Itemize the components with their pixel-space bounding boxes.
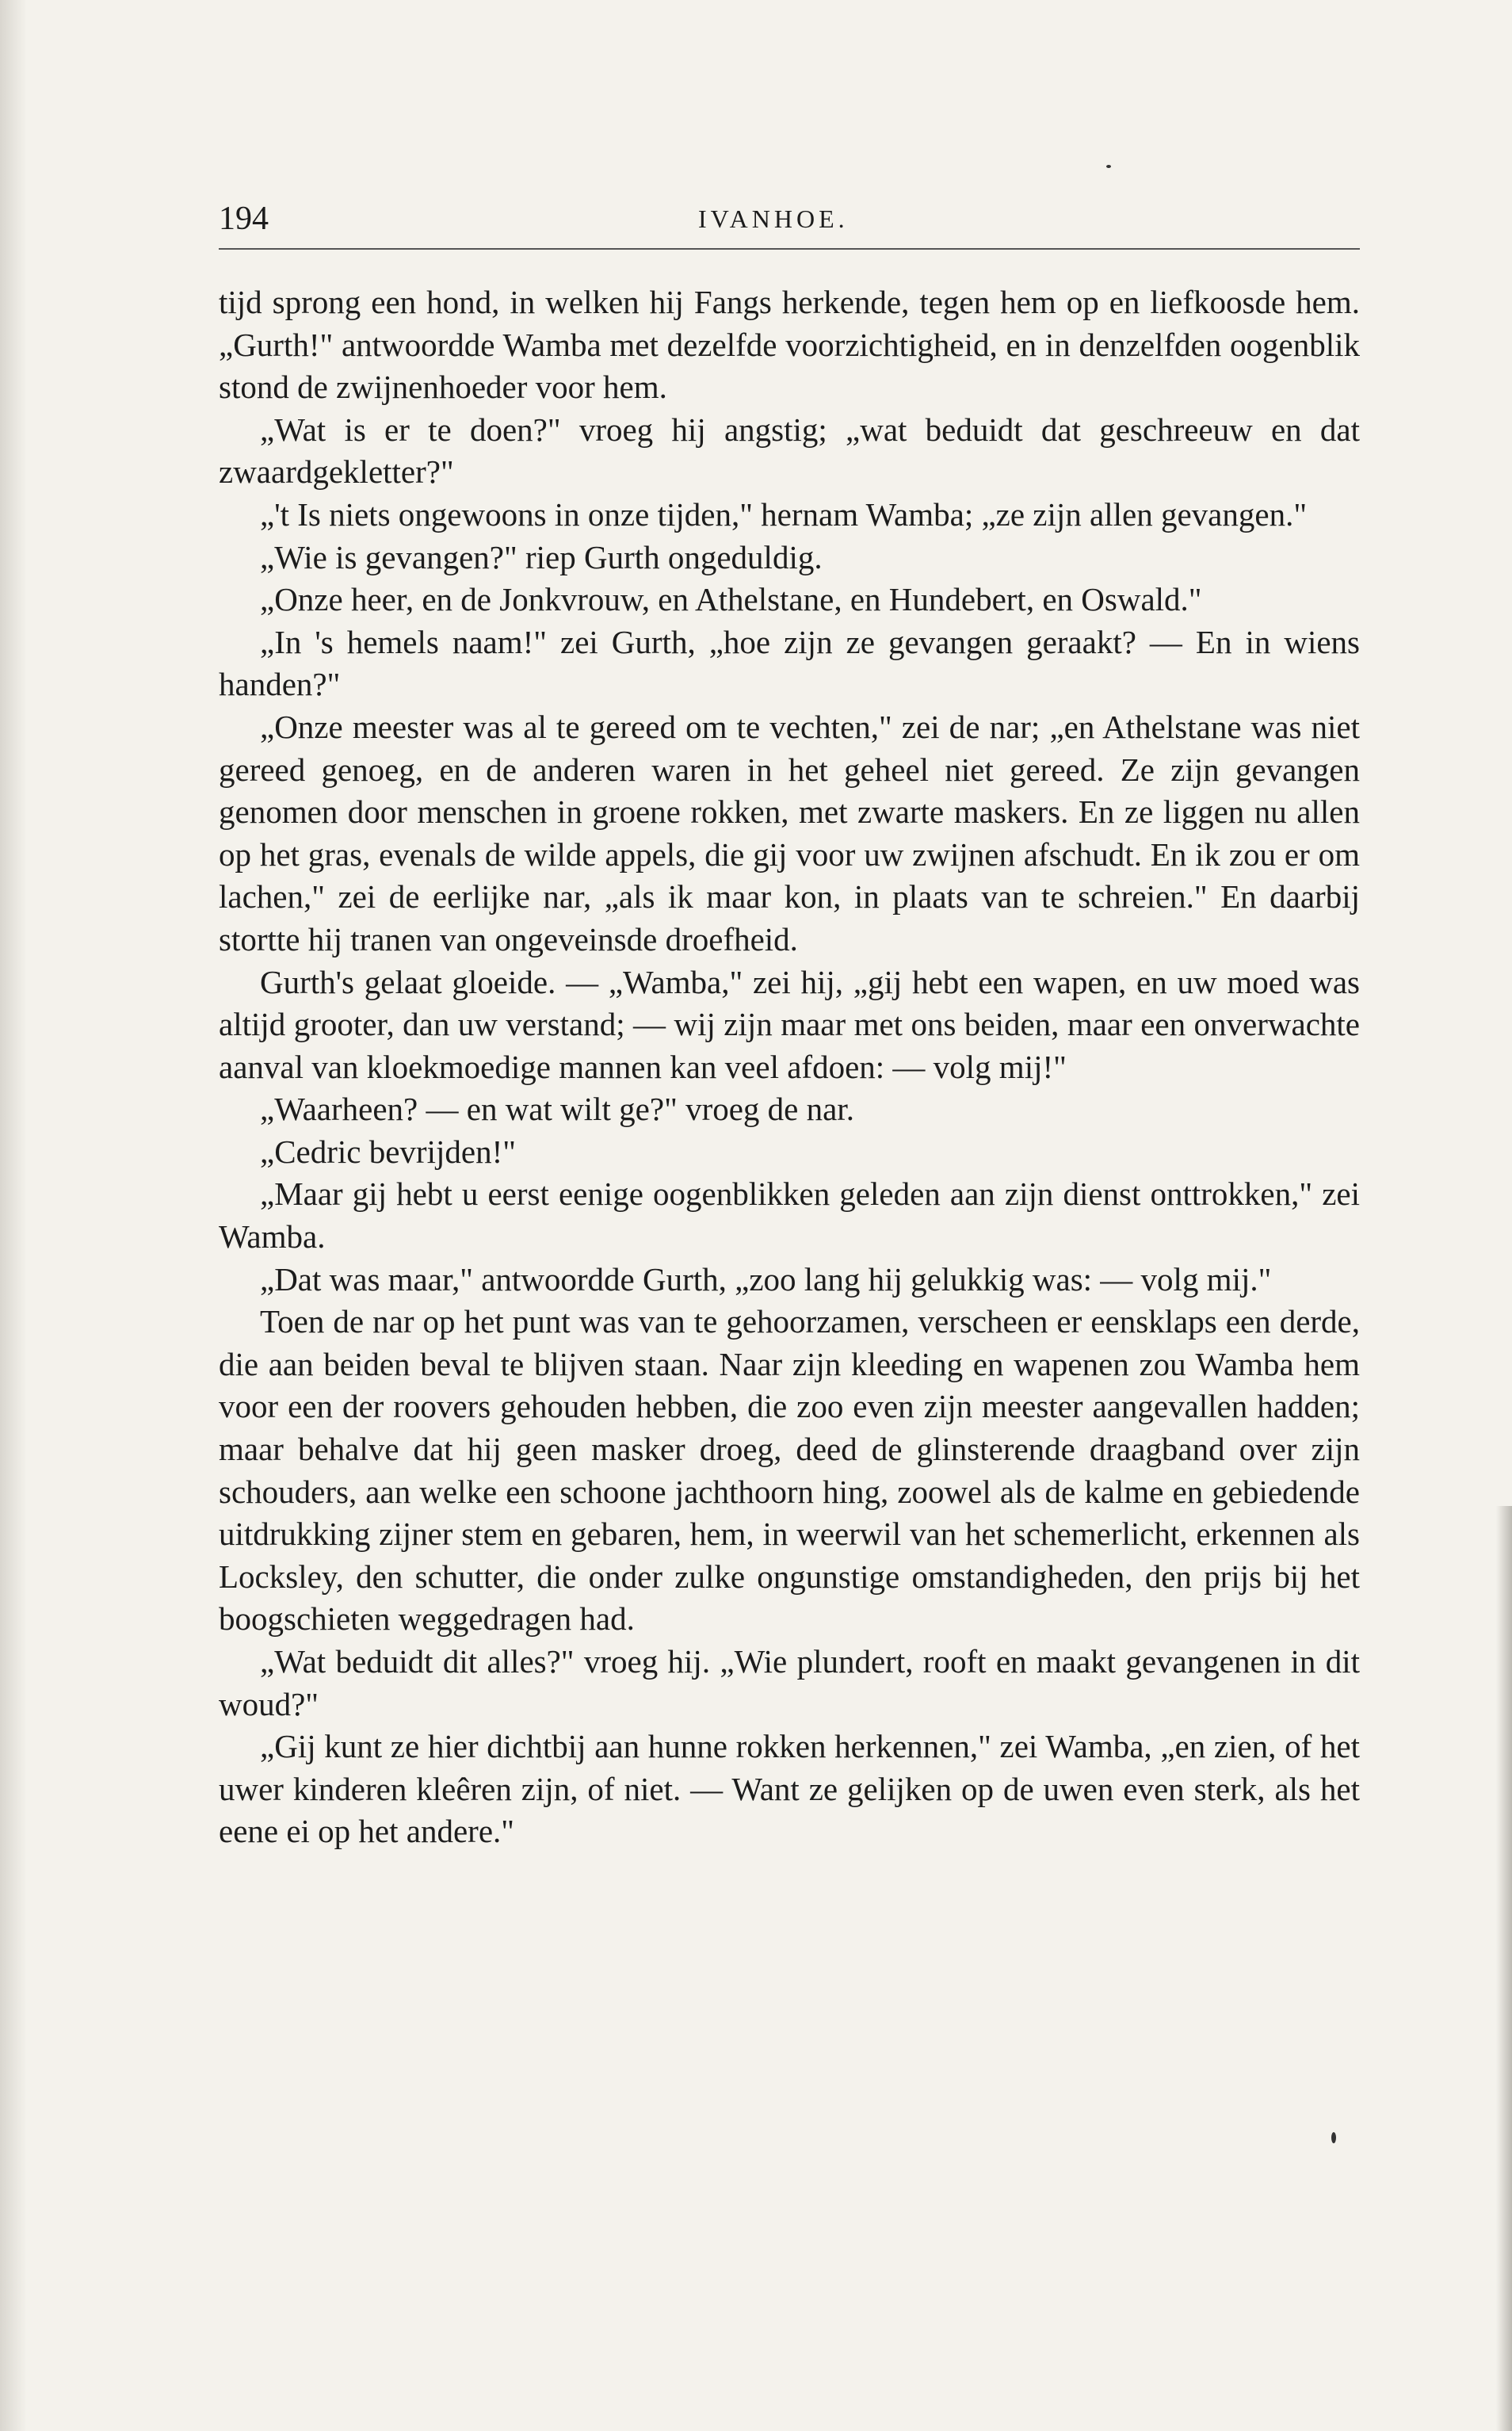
paragraph: Gurth's gelaat gloeide. — „Wamba," zei hij, „gij hebt een wapen, en uw moed was altijd grooter, dan uw verstand; — wij zijn maar met ons beiden, maar een onverwachte aanval van kloekmoedige mannen kan veel afdoen: — volg mij!" (219, 963, 1360, 1085)
paragraph: „In 's hemels naam!" zei Gurth, „hoe zijn ze gevangen geraakt? — En in wiens handen?" (219, 623, 1360, 703)
paragraph: „Maar gij hebt u eerst eenige oogenblikken geleden aan zijn dienst onttrokken," zei Wamba. (219, 1175, 1360, 1256)
paragraph: „Cedric bevrijden!" (260, 1133, 516, 1170)
paragraph: „Onze heer, en de Jonkvrouw, en Athelstane, en Hundebert, en Oswald." (260, 581, 1202, 618)
page-edge-shadow-left (0, 0, 27, 2431)
body-text (219, 281, 1360, 1853)
page-number: 194 (219, 201, 269, 237)
paragraph: „Wat is er te doen?" vroeg hij angstig; „wat beduidt dat geschreeuw en dat zwaardgekletter?" (219, 411, 1360, 491)
header-rule (219, 248, 1360, 250)
running-title: IVANHOE. (698, 204, 849, 233)
paragraph: „Gij kunt ze hier dichtbij aan hunne rokken herkennen," zei Wamba, „en zien, of het uwer kinderen kleêren zijn, of niet. — Want ze gelijken op de uwen even sterk, als het eene ei op het andere." (219, 1728, 1360, 1850)
paragraph-continued: tijd sprong een hond, in welken hij Fangs herkende, tegen hem op en liefkoosde hem. „Gurth!" antwoordde Wamba met dezelfde voorzichtigheid, en in denzelfden oogenblik stond de zwijnenhoeder voor hem. (219, 284, 1360, 406)
paragraph: „Wat beduidt dit alles?" vroeg hij. „Wie plundert, rooft en maakt gevangenen in dit woud?" (219, 1643, 1360, 1722)
paragraph: „'t Is niets ongewoons in onze tijden," hernam Wamba; „ze zijn allen gevangen." (260, 495, 1308, 533)
paragraph: „Dat was maar," antwoordde Gurth, „zoo lang hij gelukkig was: — volg mij." (260, 1260, 1272, 1298)
ink-speck (1331, 2132, 1336, 2143)
paragraph: „Wie is gevangen?" riep Gurth ongeduldig. (260, 538, 823, 575)
page-edge-shadow-right (1496, 1506, 1512, 2431)
ink-speck (1106, 165, 1111, 168)
paragraph: „Onze meester was al te gereed om te vechten," zei de nar; „en Athelstane was niet gereed genoeg, en de anderen waren in het geheel niet gereed. Ze zijn gevangen genomen door menschen in groene rokken, met zwarte maskers. En ze liggen nu allen op het gras, evenals de wilde appels, die gij voor uw zwijnen afschudt. En ik zou er om lachen," zei de eerlijke nar, „als ik maar kon, in plaats van te schreien." En daarbij stortte hij tranen van ongeveinsde droefheid. (219, 708, 1360, 957)
page-header (219, 195, 1360, 243)
paragraph: „Waarheen? — en wat wilt ge?" vroeg de nar. (260, 1091, 854, 1128)
paragraph: Toen de nar op het punt was van te gehoorzamen, verscheen er eensklaps een derde, die aan beiden beval te blijven staan. Naar zijn kleeding en wapenen zou Wamba hem voor een der roovers gehouden hebben, die zoo even zijn meester aangevallen hadden; maar behalve dat hij geen masker droeg, deed de glinsterende draagband over zijn schouders, aan welke een schoone jachthoorn hing, zoowel als de kalme en gebiedende uitdrukking zijner stem en gebaren, hem, in weerwil van het schemerlicht, erkennen als Locksley, den schutter, die onder zulke ongunstige omstandigheden, den prijs bij het boogschieten weggedragen had. (219, 1303, 1360, 1638)
